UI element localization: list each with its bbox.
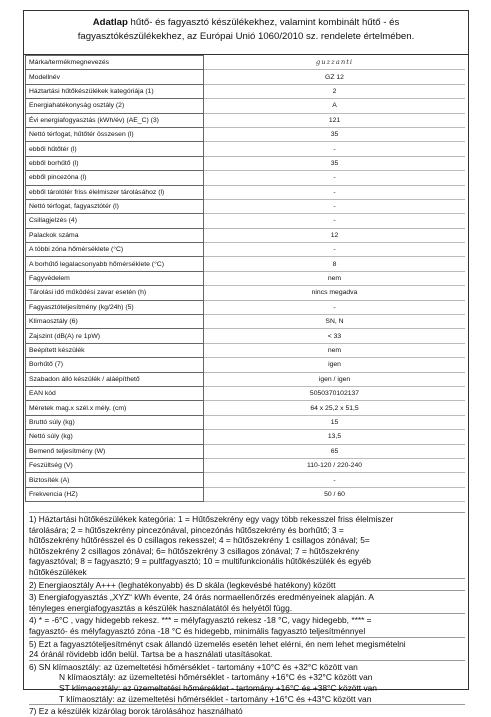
spec-table [25,55,465,502]
note-1-line-3: hűtőszekrény hűtőrésszel és 0 csillagos rekesszel; 4 = hűtőszekrény 1 csillagos zónával; 5= [29,535,370,546]
spec-row [26,113,466,127]
note-1-line-2: tárolására; 2 = hűtőszekrény pincezónával, pincezónás hűtőszekrény és borhűtő; 3 = [29,524,344,535]
spec-value: - [204,243,466,257]
spec-label: Bruttó súly (kg) [26,415,204,429]
spec-row [26,56,466,70]
spec-row [26,286,466,300]
spec-value: 35 [204,127,466,141]
spec-row [26,329,466,343]
spec-label: ebből borhűtő (l) [26,156,204,170]
spec-row [26,228,466,242]
spec-label: Nettó térfogat, hűtőtér összesen (l) [26,127,204,141]
spec-value: - [204,214,466,228]
spec-label: ebből pincezóna (l) [26,171,204,185]
spec-row [26,386,466,400]
spec-label: Szabadon álló készülék / aláépíthető [26,372,204,386]
note-5-line-1: 5) Ezt a fagyasztóteljesítményt csak állandó üzemelés esetén lehet elérni, én nem lehet megismételni [29,637,465,650]
spec-value: nem [204,271,466,285]
spec-value: igen [204,358,466,372]
note-3-line-1: 3) Energiafogyasztás „XYZ“ kWh évente, 24 órás normaellenőrzés eredményeinek alapján. A [29,590,465,603]
header-line-2: fagyasztókészülékekhez, az Európai Unió 1060/2010 sz. rendelete értelmében. [77,30,415,42]
spec-row [26,430,466,444]
spec-value: 65 [204,444,466,458]
spec-value: nincs megadva [204,286,466,300]
spec-label: EAN kód [26,386,204,400]
spec-label: Méretek mag.x szél.x mély. (cm) [26,401,204,415]
spec-label: Feszültség (V) [26,458,204,472]
spec-label: Frekvencia (HZ) [26,487,204,501]
spec-value: 50 / 60 [204,487,466,501]
spec-label: Márka/termékmegnevezés [26,56,204,70]
spec-value: - [204,142,466,156]
spec-row [26,142,466,156]
spec-row [26,271,466,285]
spec-value: - [204,300,466,314]
spec-value: 35 [204,156,466,170]
header-bold: Adatlap [92,17,128,28]
note-1-line-6: hűtőkészülékek [29,566,87,577]
spec-label: A borhűtő legalacsonyabb hőmérséklete (°C) [26,257,204,271]
spec-value: 121 [204,113,466,127]
sheet-header [24,11,468,55]
spec-row [26,185,466,199]
note-1-line-4: hűtőszekrény 2 csillagos zónával; 6= hűtőszekrény 3 csillagos zónával; 7 = hűtőszekrény [29,545,360,556]
spec-label: Beépített készülék [26,343,204,357]
header-line-1 [24,16,468,30]
spec-value: 13,5 [204,430,466,444]
spec-value: - [204,185,466,199]
brand-logo: guzzanti [204,56,466,70]
note-4-line-2: fagyasztó- és mélyfagyasztó zóna -18 °C és hidegebb, minimális fagyasztó teljesítménnyel [29,625,366,636]
spec-label: Zajszint (dB(A) re 1pW) [26,329,204,343]
note-4-line-1: 4) * = -6°C , vagy hidegebb rekesz. *** = mélyfagyasztó rekesz -18 °C, vagy hidegebb, **** = [29,613,465,626]
note-6-line-3: ST klímaosztály: az üzemeltetési hőmérséklet - tartomány +16°C és +38°C között van [59,682,377,693]
spec-label: ebből tárolótér friss élelmiszer tárolásához (l) [26,185,204,199]
note-1-line-5: fagyasztóval; 8 = fagyasztó; 9 = pultfagyasztó; 10 = multifunkcionális hűtőkészülék és egyéb [29,556,371,567]
spec-label: Fagyasztóteljesítmény (kg/24h) (5) [26,300,204,314]
header-line-1-rest: hűtő- és fagyasztó készülékekhez, valamint kombinált hűtő - és [127,17,400,28]
spec-row [26,315,466,329]
spec-value: SN, N [204,315,466,329]
spec-row [26,401,466,415]
footnotes [29,512,465,717]
spec-row [26,487,466,501]
spec-label: Tárolási idő működési zavar esetén (h) [26,286,204,300]
spec-value: 5050370102137 [204,386,466,400]
spec-row [26,243,466,257]
spec-row [26,358,466,372]
spec-value: - [204,199,466,213]
spec-row [26,171,466,185]
spec-label: Modellnév [26,70,204,84]
spec-row [26,70,466,84]
spec-label: Háztartási hűtőkészülékek kategóriája (1) [26,84,204,98]
spec-value: GZ 12 [204,70,466,84]
spec-label: Csillagjelzés (4) [26,214,204,228]
spec-row [26,372,466,386]
spec-row [26,444,466,458]
spec-value: nem [204,343,466,357]
note-5-line-2: 24 óránál rövidebb időn belül. Tartsa be a használati utasításokat. [29,649,273,660]
note-6-line-4: T klímaosztály: az üzemeltetési hőmérséklet - tartomány +16°C és +43°C között van [59,693,372,704]
spec-label: Klímaosztály (6) [26,315,204,329]
spec-value: igen / igen [204,372,466,386]
note-2: 2) Energiaosztály A+++ (leghatékonyabb) és D skála (legkevésbé hatékony) között [29,578,465,591]
spec-value: 110-120 / 220-240 [204,458,466,472]
spec-label: Nettó súly (kg) [26,430,204,444]
spec-label: Bemenő teljesítmény (W) [26,444,204,458]
spec-row [26,458,466,472]
spec-row [26,300,466,314]
spec-row [26,214,466,228]
spec-row [26,473,466,487]
note-3-line-2: tényleges energiafogyasztás a készülék használatától és helyétől függ. [29,602,293,613]
note-7: 7) Ez a készülék kizárólag borok tárolásához használható [29,704,465,717]
spec-value: < 33 [204,329,466,343]
spec-value: - [204,473,466,487]
spec-row [26,99,466,113]
spec-label: Palackok száma [26,228,204,242]
spec-row [26,343,466,357]
spec-label: Biztosíték (A) [26,473,204,487]
spec-value: - [204,171,466,185]
spec-row [26,127,466,141]
spec-row [26,257,466,271]
spec-value: A [204,99,466,113]
spec-label: Borhűtő (7) [26,358,204,372]
spec-value: 8 [204,257,466,271]
spec-label: Energiahatékonyság osztály (2) [26,99,204,113]
spec-label: Nettó térfogat, fagyasztótér (l) [26,199,204,213]
note-6-line-2: N klímaosztály: az üzemeltetési hőmérséklet - tartomány +16°C és +32°C között van [59,672,373,683]
spec-label: ebből hűtőtér (l) [26,142,204,156]
note-1-line-1: 1) Háztartási hűtőkészülékek kategória: 1 = Hűtőszekrény egy vagy több rekesszel friss élelmiszer [29,512,465,525]
spec-value: 15 [204,415,466,429]
spec-value: 12 [204,228,466,242]
spec-row [26,84,466,98]
note-6-line-1: 6) SN klímaosztály: az üzemeltetési hőmérséklet - tartomány +10°C és +32°C között van [29,660,465,673]
spec-row [26,415,466,429]
spec-row [26,199,466,213]
spec-label: A többi zóna hőmérséklete (°C) [26,243,204,257]
spec-label: Fagyvédelem [26,271,204,285]
spec-label: Évi energiafogyasztás (kWh/év) (AE_C) (3) [26,113,204,127]
spec-row [26,156,466,170]
spec-value: 2 [204,84,466,98]
spec-value: 64 x 25,2 x 51,5 [204,401,466,415]
